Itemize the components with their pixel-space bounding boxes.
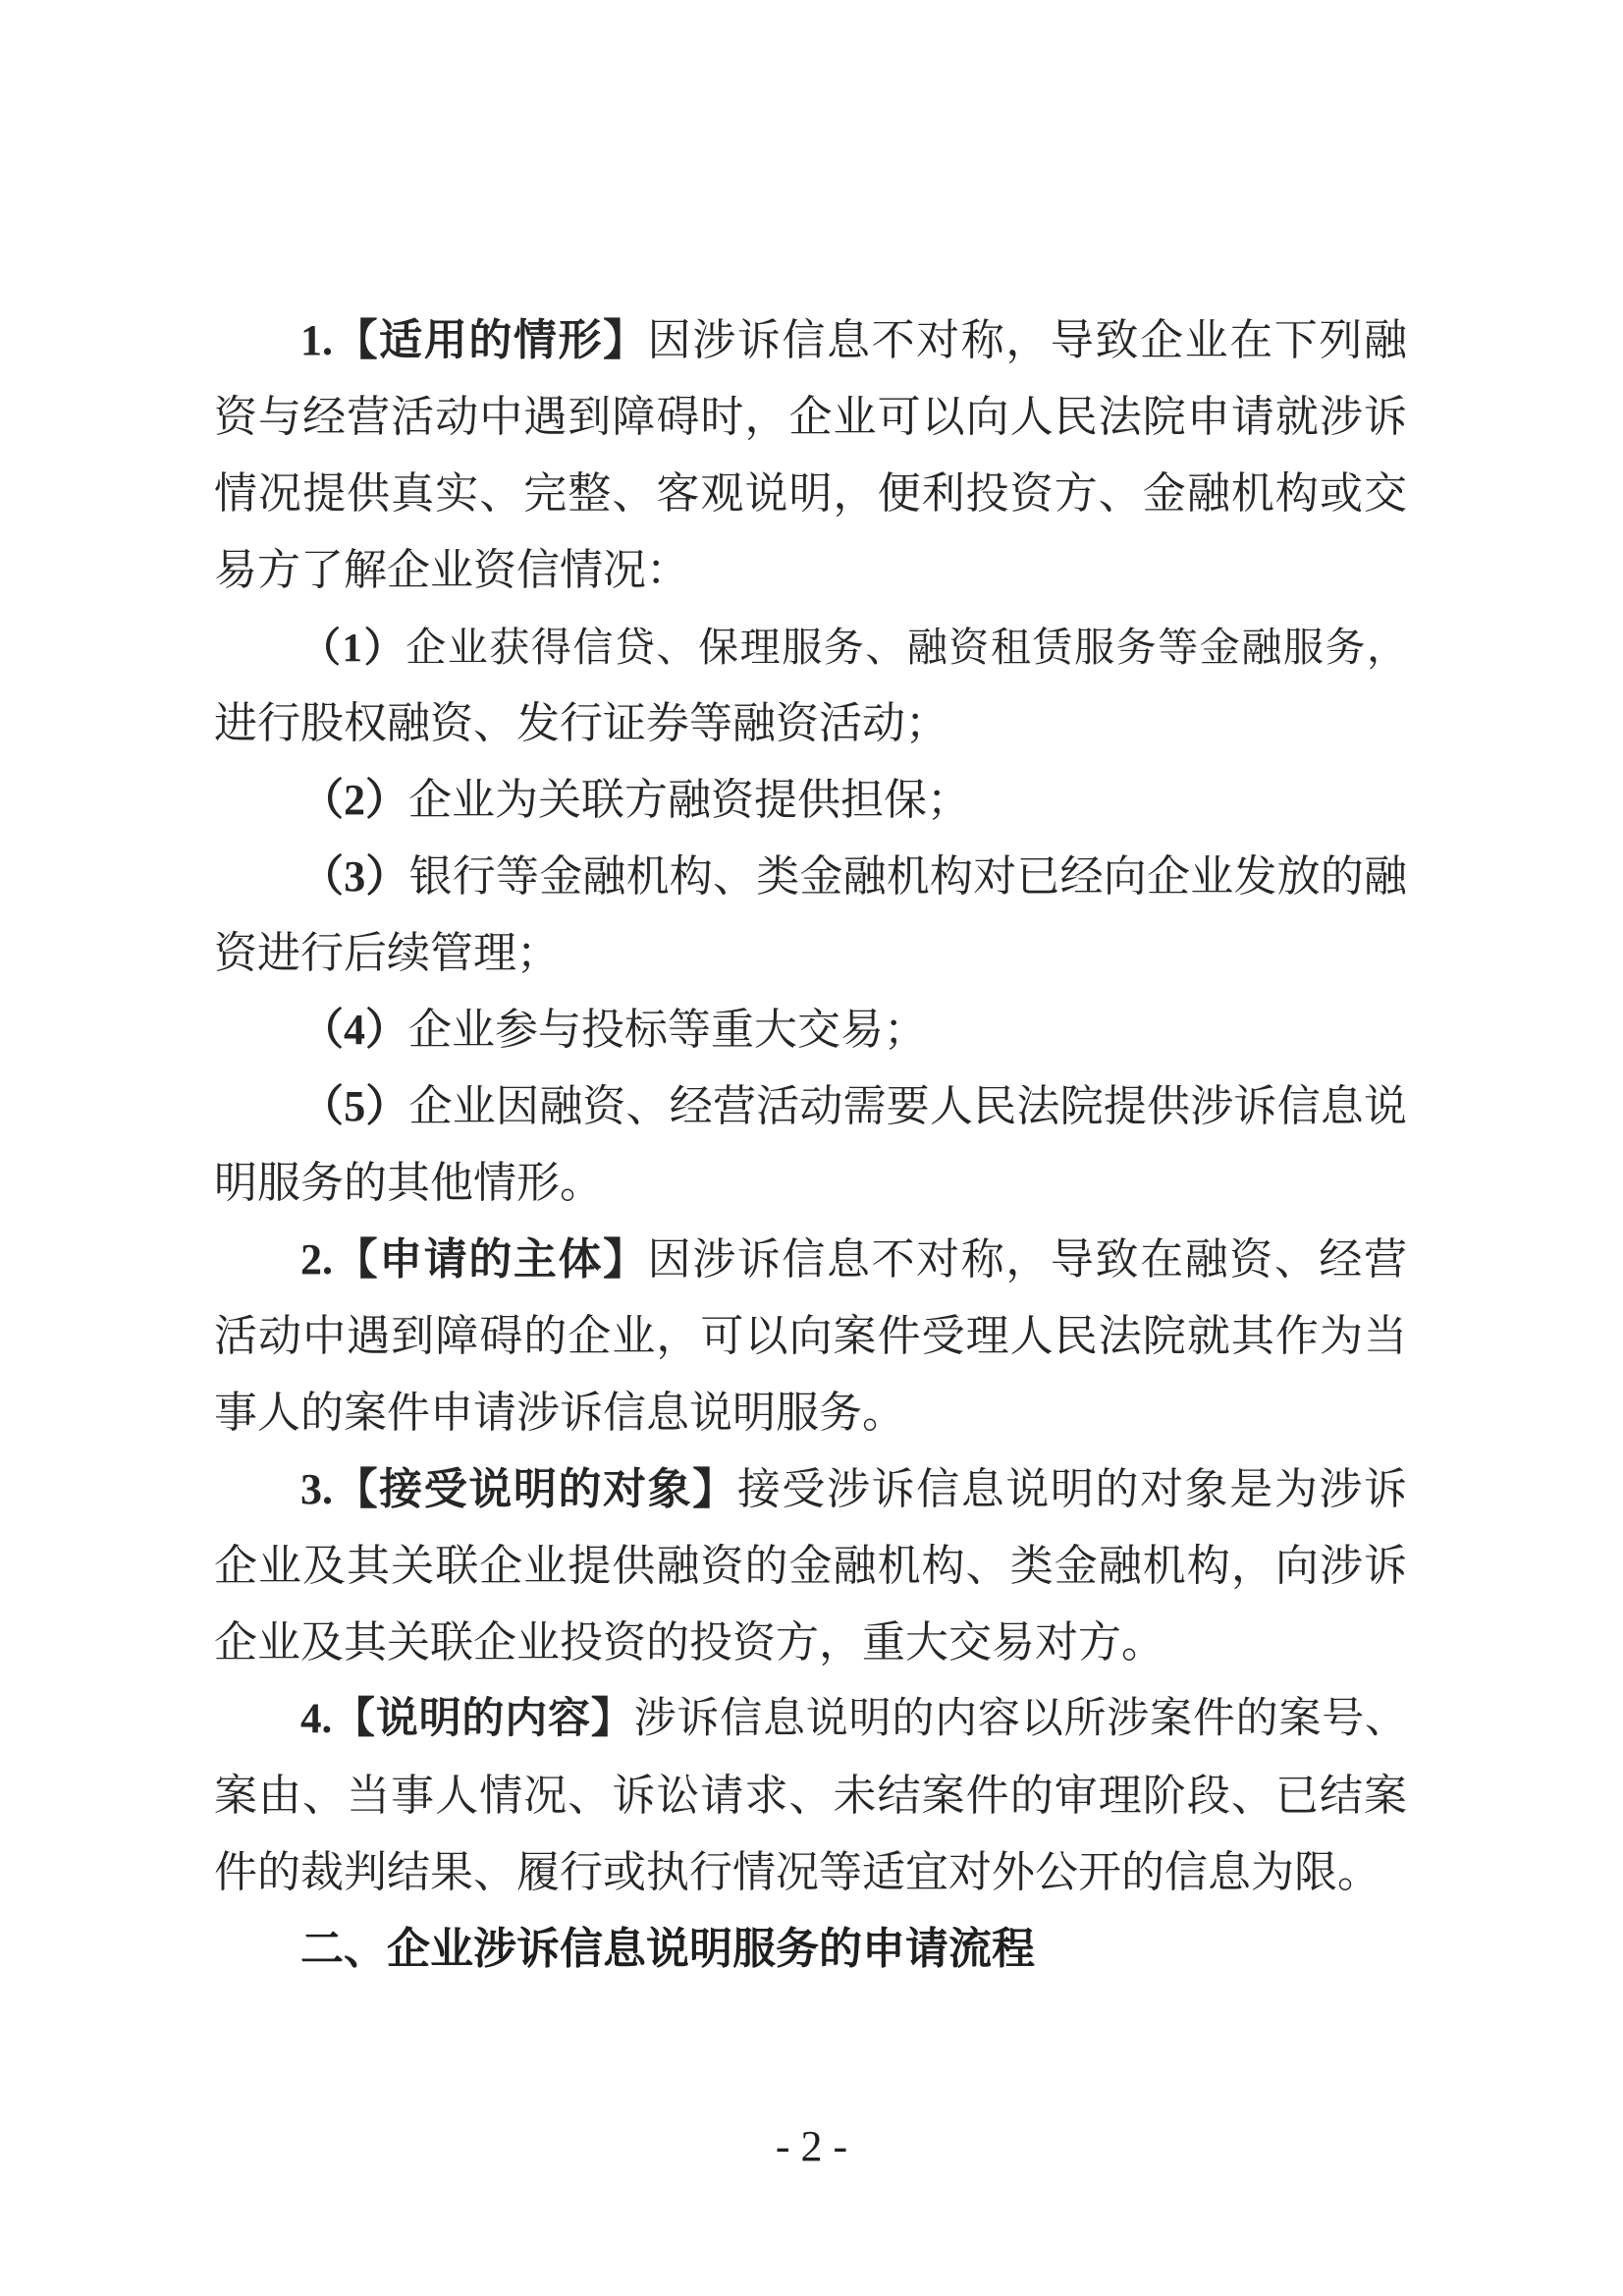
list-item-3-label: （3） xyxy=(300,852,409,901)
page-footer xyxy=(0,2117,1623,2176)
clause-1-line-2 xyxy=(214,379,1407,456)
clause-3-line-3 xyxy=(214,1605,1407,1681)
section-2-heading xyxy=(214,1911,1407,1988)
clause-2-text: 活动中遇到障碍的企业，可以向案件受理人民法院就其作为当 xyxy=(214,1312,1407,1360)
list-item-5-line-1 xyxy=(214,1068,1407,1145)
clause-4-text: 涉诉信息说明的内容以所涉案件的案号、 xyxy=(633,1696,1408,1742)
list-item-5-text: 企业因融资、经营活动需要人民法院提供涉诉信息说 xyxy=(408,1082,1408,1130)
list-item-1-text: 进行股权融资、发行证券等融资活动； xyxy=(214,699,948,747)
clause-1-text: 情况提供真实、完整、客观说明，便利投资方、金融机构或交 xyxy=(214,469,1407,518)
list-item-5-line-2 xyxy=(214,1145,1407,1222)
page-number: - 2 - xyxy=(775,2122,848,2170)
clause-1-line-3 xyxy=(214,456,1407,532)
clause-4-text: 案由、当事人情况、诉讼请求、未结案件的审理阶段、已结案 xyxy=(214,1772,1407,1820)
list-item-1-line-1 xyxy=(214,609,1407,685)
list-item-5-text: 明服务的其他情形。 xyxy=(214,1159,603,1207)
list-item-4-text: 企业参与投标等重大交易； xyxy=(408,1006,927,1054)
clause-3-text: 接受涉诉信息说明的对象是为涉诉 xyxy=(736,1465,1408,1513)
list-item-3-text: 资进行后续管理； xyxy=(214,929,560,977)
list-item-3-line-2 xyxy=(214,915,1407,992)
clause-4-line-2 xyxy=(214,1758,1407,1834)
clause-2-line-3 xyxy=(214,1375,1407,1451)
list-item-2-text: 企业为关联方融资提供担保； xyxy=(408,776,970,824)
list-item-4-label: （4） xyxy=(300,1006,408,1054)
clause-2-text: 事人的案件申请涉诉信息说明服务。 xyxy=(214,1389,905,1437)
clause-4-line-3 xyxy=(214,1834,1407,1911)
list-item-1-line-2 xyxy=(214,685,1407,762)
clause-1-line-1 xyxy=(214,302,1407,379)
clause-3-text: 企业及其关联企业提供融资的金融机构、类金融机构，向涉诉 xyxy=(214,1542,1407,1590)
clause-2-line-1 xyxy=(214,1222,1407,1298)
clause-1-text: 易方了解企业资信情况： xyxy=(214,546,689,594)
clause-1-text: 资与经营活动中遇到障碍时，企业可以向人民法院申请就涉诉 xyxy=(214,393,1407,441)
list-item-5-label: （5） xyxy=(300,1082,409,1130)
clause-2-label: 2.【申请的主体】 xyxy=(300,1235,648,1284)
document-body xyxy=(214,302,1407,1988)
clause-2-text: 因涉诉信息不对称，导致在融资、经营 xyxy=(647,1235,1408,1284)
clause-1-label: 1.【适用的情形】 xyxy=(300,316,648,364)
clause-4-text: 件的裁判结果、履行或执行情况等适宜对外公开的信息为限。 xyxy=(214,1848,1380,1896)
clause-1-line-4 xyxy=(214,532,1407,609)
clause-4-label: 4.【说明的内容】 xyxy=(300,1696,634,1742)
list-item-2-label: （2） xyxy=(300,776,408,824)
list-item-1-label: （1） xyxy=(300,625,406,670)
list-item-1-text: 企业获得信贷、保理服务、融资租赁服务等金融服务， xyxy=(406,625,1408,670)
list-item-3-text: 银行等金融机构、类金融机构对已经向企业发放的融 xyxy=(408,852,1408,901)
clause-4-line-1 xyxy=(214,1681,1407,1758)
list-item-3-line-1 xyxy=(214,839,1407,915)
clause-3-line-2 xyxy=(214,1528,1407,1605)
list-item-4-line-1 xyxy=(214,992,1407,1068)
section-2-heading-text: 二、企业涉诉信息说明服务的申请流程 xyxy=(300,1925,1035,1973)
clause-3-label: 3.【接受说明的对象】 xyxy=(300,1465,737,1513)
clause-3-line-1 xyxy=(214,1451,1407,1528)
clause-3-text: 企业及其关联企业投资的投资方，重大交易对方。 xyxy=(214,1618,1164,1667)
clause-2-line-2 xyxy=(214,1298,1407,1375)
clause-1-text: 因涉诉信息不对称，导致企业在下列融 xyxy=(647,316,1408,364)
list-item-2-line-1 xyxy=(214,762,1407,839)
